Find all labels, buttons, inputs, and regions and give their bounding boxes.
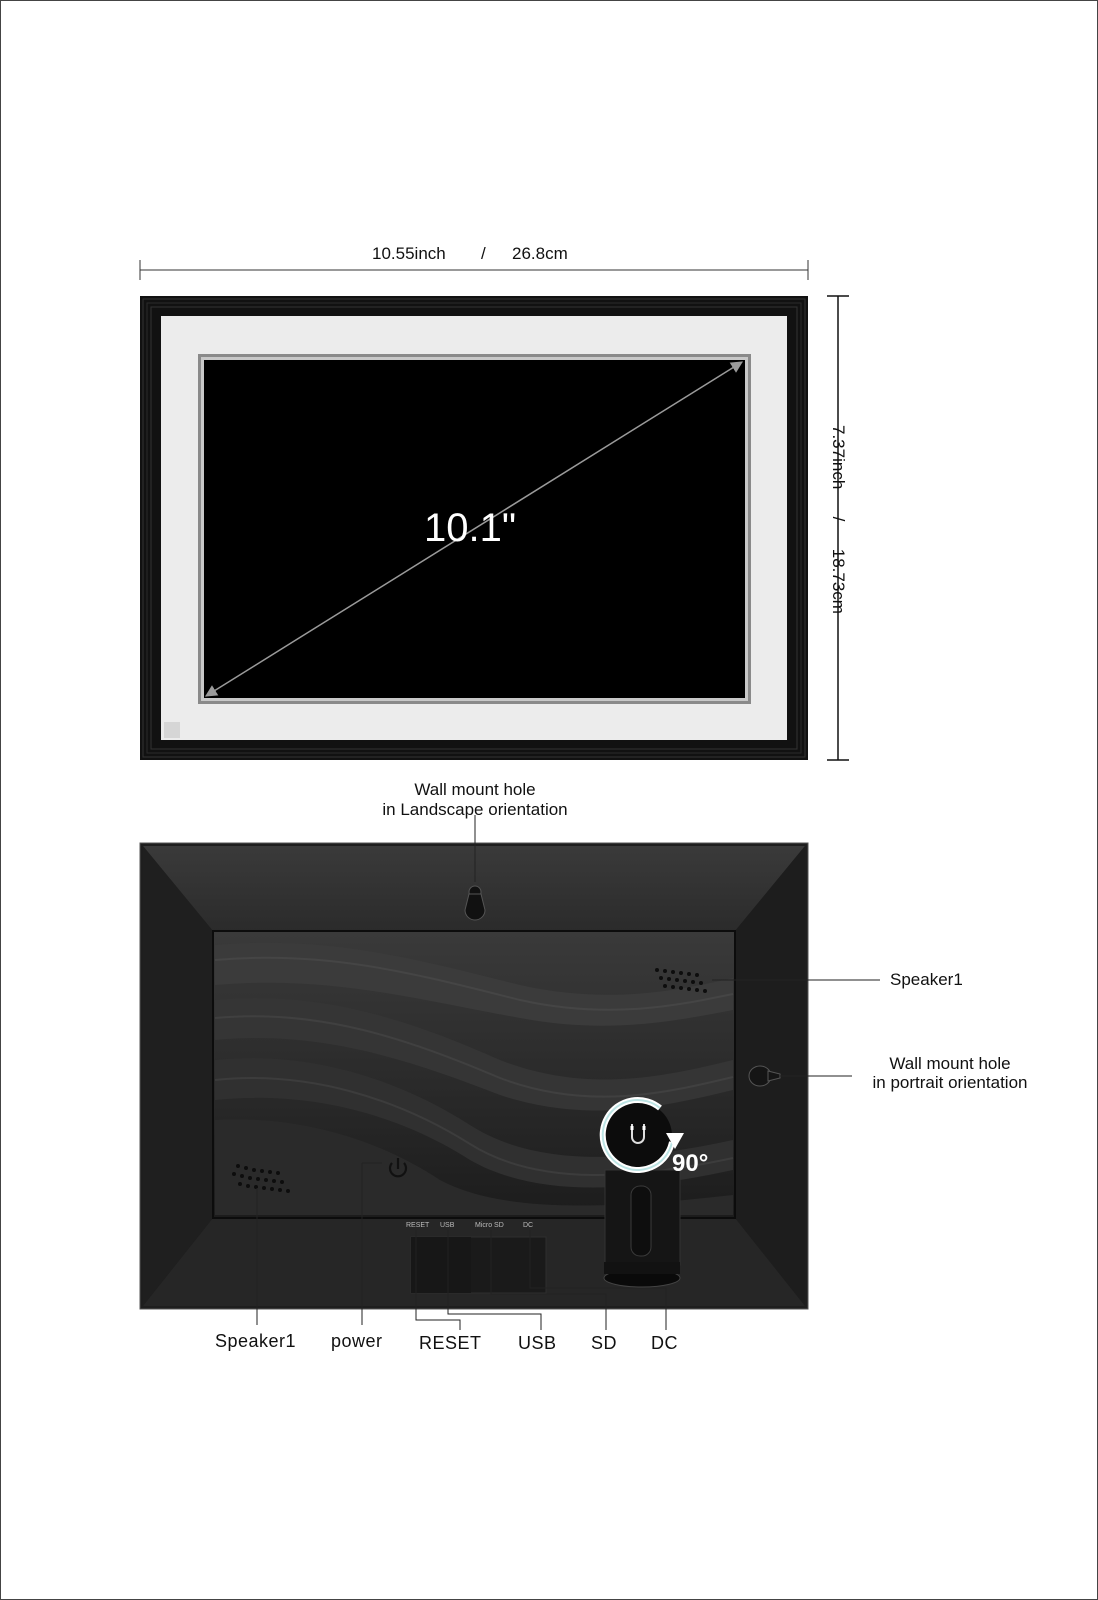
port-mark-reset: RESET [406,1222,430,1229]
wall-mount-portrait-line1: Wall mount hole [889,1054,1011,1073]
speaker-right-label: Speaker1 [890,970,963,989]
speaker-left-label: Speaker1 [215,1331,297,1351]
wall-mount-portrait-line2: in portrait orientation [872,1073,1028,1092]
width-inch-label: 10.55inch [372,244,446,263]
dc-label: DC [651,1333,678,1353]
wall-mount-landscape-line2: in Landscape orientation [382,800,568,819]
usb-label: USB [518,1333,557,1353]
screen-diagonal-label: 10.1" [424,506,517,550]
reset-label: RESET [419,1333,482,1353]
port-mark-dc: DC [523,1222,534,1229]
light-sensor [164,722,180,738]
height-slash: / [829,516,848,522]
height-inch-label: 7.37inch [829,425,848,490]
width-cm-label: 26.8cm [512,244,568,263]
power-label: power [331,1331,383,1351]
width-slash: / [481,244,486,263]
rotation-label: 90° [672,1150,709,1177]
port-mark-usb: USB [440,1222,455,1229]
port-mark-sd: Micro SD [475,1222,504,1229]
kickstand [604,1170,680,1287]
wall-mount-landscape-line1: Wall mount hole [414,780,536,799]
sd-label: SD [591,1333,618,1353]
height-cm-label: 18.73cm [829,548,848,614]
back-view [140,815,880,1330]
